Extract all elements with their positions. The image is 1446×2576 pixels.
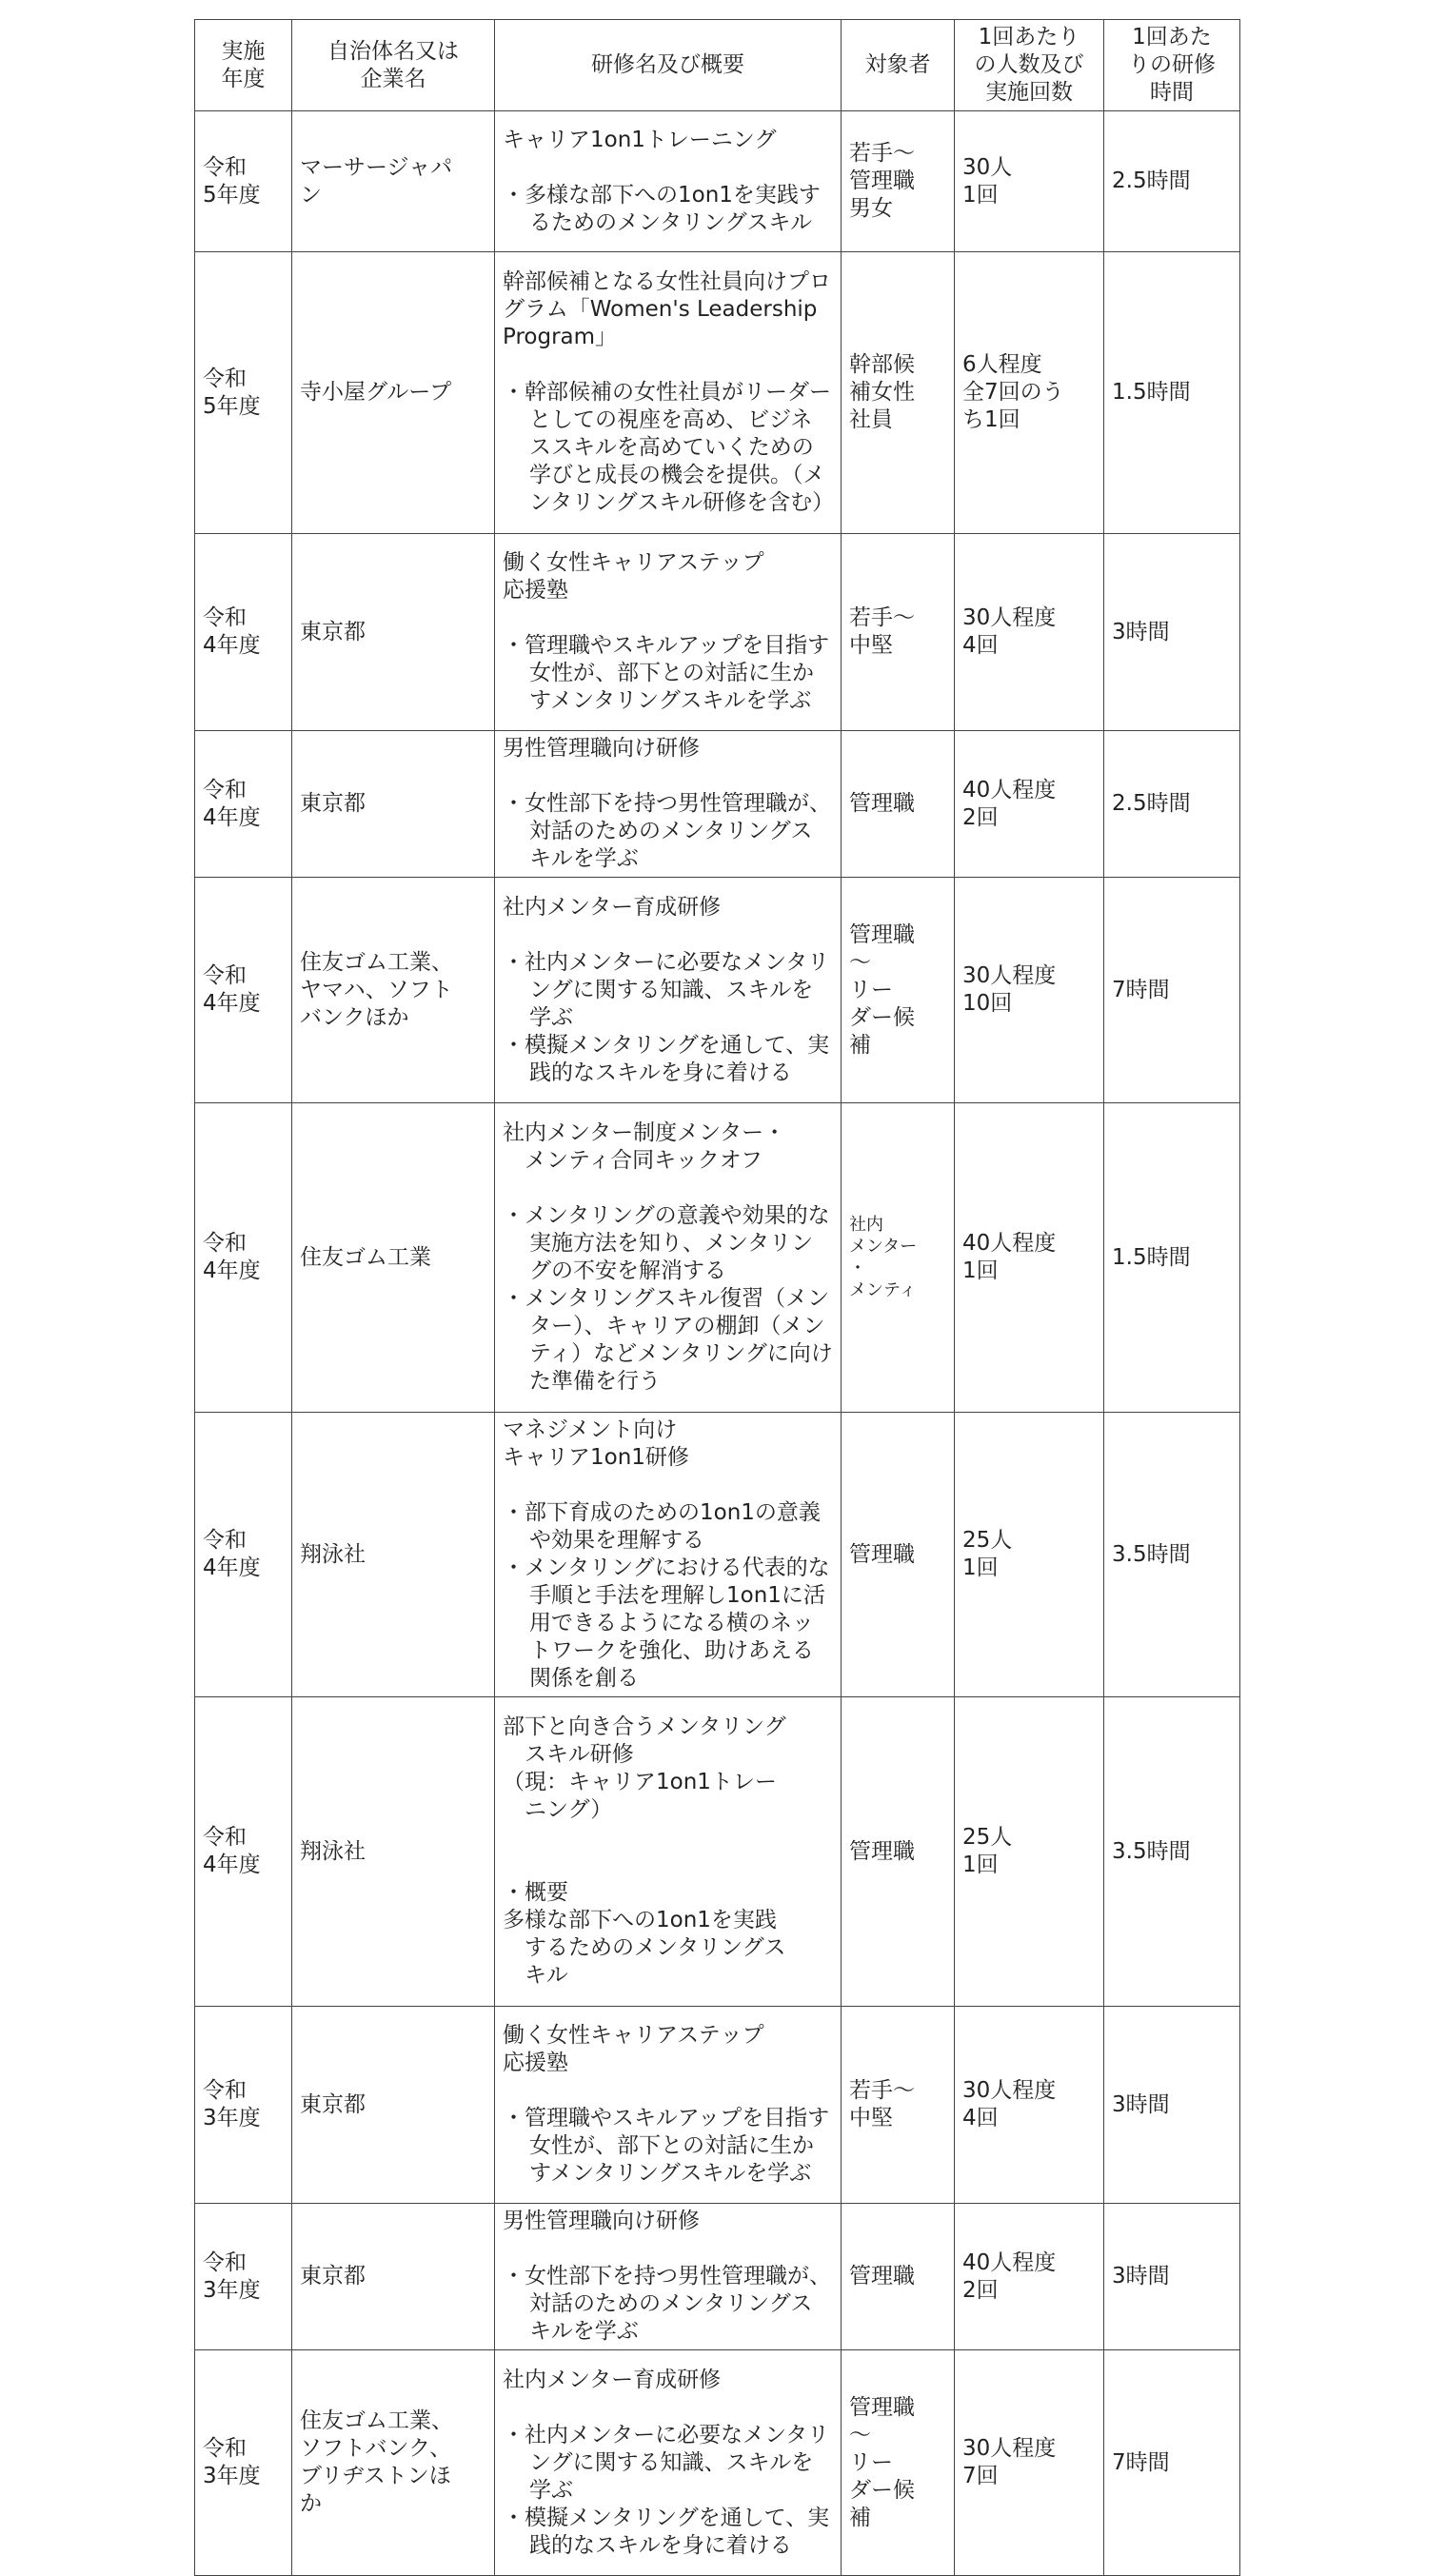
cell-participants: 25人 1回 — [955, 1413, 1104, 1697]
training-summary-bullet: ・女性部下を持つ男性管理職が、対話のためのメンタリングスキルを学ぶ — [503, 791, 831, 871]
cell-year: 令和 5年度 — [195, 252, 292, 534]
header-duration: 1回あた りの研修 時間 — [1104, 20, 1240, 111]
cell-target: 管理職 — [842, 731, 955, 878]
training-summary-bullet: ・社内メンターに必要なメンタリングに関する知識、スキルを学ぶ — [503, 949, 830, 1030]
training-summary-bullet: ・模擬メンタリングを通して、実践的なスキルを身に着ける — [503, 2505, 830, 2558]
cell-duration: 1.5時間 — [1104, 252, 1240, 534]
cell-target: 社内 メンター ・ メンティ — [842, 1103, 955, 1413]
training-name: 部下と向き合うメンタリング スキル研修 （現：キャリア1on1トレー ニング） — [503, 1714, 786, 1822]
header-row — [195, 20, 1240, 111]
training-summary-bullet: ・幹部候補の女性社員がリーダーとしての視座を高め、ビジネススキルを高めていくための学びと成長の機会を提供。（メンタリングスキル研修を含む） — [503, 380, 835, 515]
cell-organization: 住友ゴム工業、 ソフトバンク、 ブリヂストンほ か — [292, 2350, 495, 2576]
training-name: 社内メンター育成研修 — [503, 2367, 722, 2392]
header-participants: 1回あたり の人数及び 実施回数 — [955, 20, 1104, 111]
table-row — [195, 2007, 1240, 2204]
training-summary-bullet: ・メンタリングの意義や効果的な実施方法を知り、メンタリングの不安を解消する — [503, 1203, 830, 1283]
cell-training-title — [495, 111, 842, 252]
training-name: 働く女性キャリアステップ 応援塾 — [503, 550, 764, 603]
training-summary-text: 多様な部下への1on1を実践 するためのメンタリングス キル — [503, 1908, 786, 1988]
table-row — [195, 252, 1240, 534]
cell-training-title — [495, 252, 842, 534]
training-summary-bullet: ・社内メンターに必要なメンタリングに関する知識、スキルを学ぶ — [503, 2422, 830, 2503]
cell-duration: 1.5時間 — [1104, 1103, 1240, 1413]
cell-organization: 翔泳社 — [292, 1413, 495, 1697]
cell-participants: 30人程度 4回 — [955, 534, 1104, 731]
cell-participants: 30人 1回 — [955, 111, 1104, 252]
training-summary-bullet: ・メンタリングスキル復習（メンター）、キャリアの棚卸（メンティ）などメンタリングに向けた準備を行う — [503, 1286, 833, 1394]
header-target: 対象者 — [842, 20, 955, 111]
cell-training-title — [495, 2204, 842, 2350]
cell-organization: 住友ゴム工業 — [292, 1103, 495, 1413]
cell-duration: 3.5時間 — [1104, 1697, 1240, 2007]
cell-participants: 40人程度 2回 — [955, 731, 1104, 878]
training-table — [194, 19, 1240, 2576]
table-row — [195, 878, 1240, 1103]
cell-duration: 2.5時間 — [1104, 111, 1240, 252]
cell-year: 令和 4年度 — [195, 1697, 292, 2007]
cell-organization: 住友ゴム工業、 ヤマハ、ソフト バンクほか — [292, 878, 495, 1103]
cell-duration: 3.5時間 — [1104, 1413, 1240, 1697]
cell-year: 令和 4年度 — [195, 878, 292, 1103]
training-summary-bullet: ・部下育成のための1on1の意義や効果を理解する — [503, 1500, 821, 1553]
cell-organization: 翔泳社 — [292, 1697, 495, 2007]
cell-organization: マーサージャパ ン — [292, 111, 495, 252]
cell-duration: 3時間 — [1104, 2204, 1240, 2350]
cell-participants: 40人程度 2回 — [955, 2204, 1104, 2350]
table-row — [195, 534, 1240, 731]
cell-organization: 東京都 — [292, 2204, 495, 2350]
cell-participants: 30人程度 7回 — [955, 2350, 1104, 2576]
cell-year: 令和 3年度 — [195, 2204, 292, 2350]
table-row — [195, 2204, 1240, 2350]
training-name: 働く女性キャリアステップ 応援塾 — [503, 2023, 764, 2075]
table-row — [195, 1697, 1240, 2007]
training-name: 男性管理職向け研修 — [503, 736, 700, 761]
cell-organization: 東京都 — [292, 731, 495, 878]
cell-duration: 3時間 — [1104, 2007, 1240, 2204]
cell-target: 若手～ 中堅 — [842, 534, 955, 731]
cell-target: 若手～ 管理職 男女 — [842, 111, 955, 252]
cell-duration: 2.5時間 — [1104, 731, 1240, 878]
cell-duration: 3時間 — [1104, 534, 1240, 731]
table-row — [195, 111, 1240, 252]
cell-training-title — [495, 1413, 842, 1697]
cell-participants: 25人 1回 — [955, 1697, 1104, 2007]
cell-participants: 40人程度 1回 — [955, 1103, 1104, 1413]
cell-target: 管理職 — [842, 1697, 955, 2007]
training-summary-bullet: ・模擬メンタリングを通して、実践的なスキルを身に着ける — [503, 1032, 830, 1085]
cell-target: 管理職 — [842, 2204, 955, 2350]
table-row — [195, 1103, 1240, 1413]
cell-target: 管理職 — [842, 1413, 955, 1697]
cell-target: 管理職 ～ リー ダー候 補 — [842, 2350, 955, 2576]
cell-participants: 6人程度 全7回のう ち1回 — [955, 252, 1104, 534]
cell-duration: 7時間 — [1104, 878, 1240, 1103]
training-name: 社内メンター育成研修 — [503, 894, 722, 920]
training-summary-bullet: ・女性部下を持つ男性管理職が、対話のためのメンタリングスキルを学ぶ — [503, 2264, 831, 2344]
training-name: マネジメント向け キャリア1on1研修 — [503, 1417, 689, 1470]
training-summary-bullet: ・多様な部下への1on1を実践するためのメンタリングスキル — [503, 182, 821, 235]
header-organization: 自治体名又は 企業名 — [292, 20, 495, 111]
cell-training-title — [495, 878, 842, 1103]
cell-target: 幹部候 補女性 社員 — [842, 252, 955, 534]
training-name: 社内メンター制度メンター・ メンティ合同キックオフ — [503, 1120, 786, 1173]
cell-training-title — [495, 2350, 842, 2576]
table-row — [195, 731, 1240, 878]
header-training-title: 研修名及び概要 — [495, 20, 842, 111]
table-row — [195, 1413, 1240, 1697]
cell-training-title — [495, 1697, 842, 2007]
cell-training-title — [495, 731, 842, 878]
training-name: 幹部候補となる女性社員向けプログラム「Women's Leadership Program」 — [503, 269, 831, 349]
cell-year: 令和 3年度 — [195, 2350, 292, 2576]
cell-year: 令和 4年度 — [195, 1103, 292, 1413]
cell-duration: 7時間 — [1104, 2350, 1240, 2576]
training-summary-bullet: ・管理職やスキルアップを目指す女性が、部下との対話に生かすメンタリングスキルを学ぶ — [503, 2106, 830, 2186]
training-name: 男性管理職向け研修 — [503, 2209, 700, 2233]
table-body — [195, 111, 1240, 2576]
cell-target: 管理職 ～ リー ダー候 補 — [842, 878, 955, 1103]
cell-year: 令和 3年度 — [195, 2007, 292, 2204]
cell-target: 若手～ 中堅 — [842, 2007, 955, 2204]
table-row — [195, 2350, 1240, 2576]
cell-year: 令和 4年度 — [195, 534, 292, 731]
cell-participants: 30人程度 4回 — [955, 2007, 1104, 2204]
cell-year: 令和 4年度 — [195, 1413, 292, 1697]
cell-training-title — [495, 1103, 842, 1413]
cell-year: 令和 4年度 — [195, 731, 292, 878]
training-summary-bullet: ・概要 — [503, 1880, 568, 1905]
training-name: キャリア1on1トレーニング — [503, 127, 777, 152]
cell-year: 令和 5年度 — [195, 111, 292, 252]
cell-organization: 東京都 — [292, 534, 495, 731]
cell-organization: 東京都 — [292, 2007, 495, 2204]
cell-training-title — [495, 534, 842, 731]
cell-participants: 30人程度 10回 — [955, 878, 1104, 1103]
cell-training-title — [495, 2007, 842, 2204]
training-summary-bullet: ・メンタリングにおける代表的な手順と手法を理解し1on1に活用できるようになる横のネットワークを強化、助けあえる関係を創る — [503, 1556, 830, 1691]
cell-organization: 寺小屋グループ — [292, 252, 495, 534]
header-year: 実施 年度 — [195, 20, 292, 111]
training-summary-bullet: ・管理職やスキルアップを目指す女性が、部下との対話に生かすメンタリングスキルを学ぶ — [503, 633, 830, 713]
